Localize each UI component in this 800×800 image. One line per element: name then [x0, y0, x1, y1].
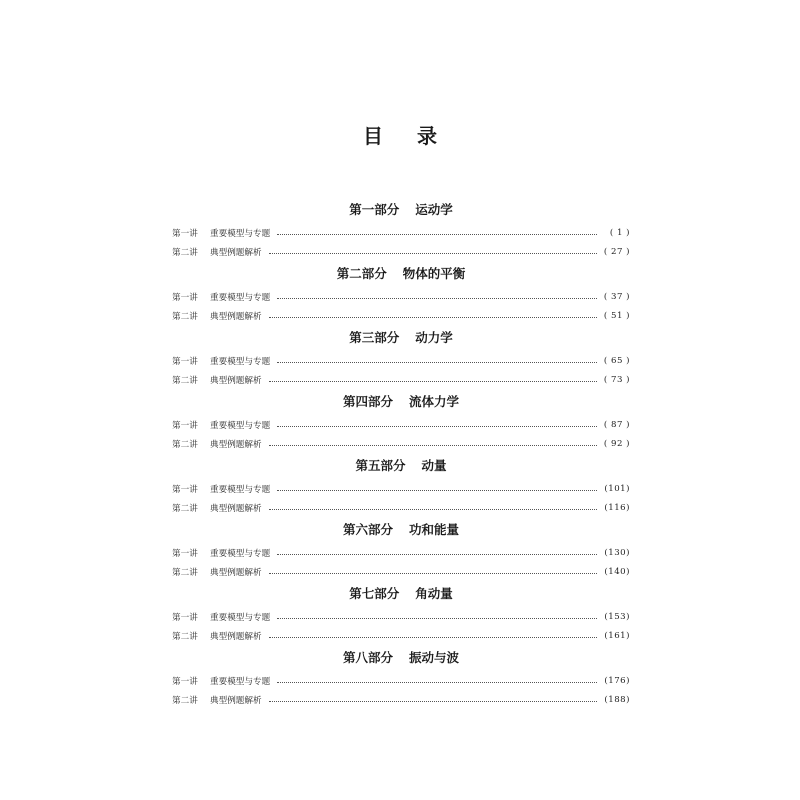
- part-heading[interactable]: [172, 518, 630, 540]
- lecture-number: 第二讲: [172, 632, 198, 643]
- part-heading[interactable]: [172, 326, 630, 348]
- entry-title: 典型例题解析: [210, 312, 262, 323]
- part-heading[interactable]: [172, 454, 630, 476]
- dot-leader: [277, 297, 597, 299]
- page-number: ( 73 ): [603, 375, 630, 386]
- entry-title: 重要模型与专题: [210, 420, 271, 431]
- page-number: (116): [604, 503, 630, 514]
- page-number: ( 37 ): [603, 291, 630, 302]
- toc-entry[interactable]: [172, 563, 630, 583]
- entry-title: 重要模型与专题: [210, 612, 271, 623]
- page-number: ( 1 ): [609, 227, 630, 238]
- dot-leader: [269, 252, 597, 254]
- entry-title: 典型例题解析: [210, 568, 262, 579]
- lecture-number: 第二讲: [172, 504, 198, 515]
- page-number: ( 87 ): [603, 419, 630, 430]
- part-number: 第六部分: [342, 522, 393, 537]
- toc-entry[interactable]: [172, 371, 630, 391]
- lecture-number: 第一讲: [172, 292, 198, 303]
- page-title: [0, 122, 800, 150]
- page-number: (188): [604, 695, 630, 706]
- entry-title: 重要模型与专题: [210, 676, 271, 687]
- part-name: 动力学: [415, 330, 453, 345]
- toc-entry[interactable]: [172, 415, 630, 435]
- entry-title: 典型例题解析: [210, 504, 262, 515]
- lecture-number: 第二讲: [172, 248, 198, 259]
- dot-leader: [277, 361, 597, 363]
- toc-part: [172, 454, 630, 518]
- title-char-2: 录: [417, 124, 437, 148]
- part-name: 运动学: [415, 202, 453, 217]
- entry-title: 典型例题解析: [210, 376, 262, 387]
- dot-leader: [269, 444, 597, 446]
- entry-title: 重要模型与专题: [210, 484, 271, 495]
- entry-title: 典型例题解析: [210, 248, 262, 259]
- toc-part: [172, 646, 630, 710]
- dot-leader: [277, 553, 597, 555]
- toc-part: [172, 582, 630, 646]
- part-number: 第五部分: [355, 458, 406, 473]
- part-name: 角动量: [415, 586, 453, 601]
- page-number: ( 65 ): [603, 355, 630, 366]
- entry-title: 重要模型与专题: [210, 292, 271, 303]
- toc-list: [172, 198, 630, 710]
- toc-part: [172, 198, 630, 262]
- toc-entry[interactable]: [172, 307, 630, 327]
- page-number: (140): [604, 567, 630, 578]
- page-number: ( 27 ): [603, 247, 630, 258]
- part-heading[interactable]: [172, 198, 630, 220]
- toc-entry[interactable]: [172, 287, 630, 307]
- part-number: 第二部分: [336, 266, 387, 281]
- lecture-number: 第一讲: [172, 676, 198, 687]
- entry-title: 典型例题解析: [210, 696, 262, 707]
- part-number: 第三部分: [349, 330, 400, 345]
- part-name: 动量: [421, 458, 447, 473]
- entry-title: 重要模型与专题: [210, 356, 271, 367]
- lecture-number: 第一讲: [172, 612, 198, 623]
- toc-entry[interactable]: [172, 671, 630, 691]
- part-name: 功和能量: [409, 522, 460, 537]
- page-number: ( 92 ): [603, 439, 630, 450]
- toc-part: [172, 326, 630, 390]
- dot-leader: [269, 572, 597, 574]
- toc-entry[interactable]: [172, 243, 630, 263]
- page-number: (101): [604, 483, 630, 494]
- part-heading[interactable]: [172, 582, 630, 604]
- lecture-number: 第二讲: [172, 376, 198, 387]
- toc-entry[interactable]: [172, 499, 630, 519]
- toc-entry[interactable]: [172, 351, 630, 371]
- toc-entry[interactable]: [172, 691, 630, 711]
- lecture-number: 第一讲: [172, 356, 198, 367]
- entry-title: 重要模型与专题: [210, 548, 271, 559]
- dot-leader: [269, 316, 597, 318]
- dot-leader: [269, 700, 597, 702]
- toc-part: [172, 390, 630, 454]
- lecture-number: 第一讲: [172, 420, 198, 431]
- toc-entry[interactable]: [172, 479, 630, 499]
- toc-entry[interactable]: [172, 435, 630, 455]
- toc-entry[interactable]: [172, 627, 630, 647]
- lecture-number: 第一讲: [172, 484, 198, 495]
- part-name: 物体的平衡: [402, 266, 466, 281]
- part-name: 流体力学: [409, 394, 460, 409]
- page-number: (130): [604, 547, 630, 558]
- part-heading[interactable]: [172, 390, 630, 412]
- dot-leader: [269, 508, 597, 510]
- title-char-1: 目: [363, 124, 383, 148]
- lecture-number: 第二讲: [172, 440, 198, 451]
- dot-leader: [277, 233, 597, 235]
- page-number: (176): [604, 675, 630, 686]
- lecture-number: 第二讲: [172, 568, 198, 579]
- part-number: 第四部分: [342, 394, 393, 409]
- toc-entry[interactable]: [172, 607, 630, 627]
- toc-entry[interactable]: [172, 223, 630, 243]
- part-number: 第一部分: [349, 202, 400, 217]
- part-name: 振动与波: [409, 650, 460, 665]
- page-number: (153): [604, 611, 630, 622]
- lecture-number: 第二讲: [172, 696, 198, 707]
- toc-part: [172, 262, 630, 326]
- dot-leader: [269, 380, 597, 382]
- part-number: 第七部分: [349, 586, 400, 601]
- entry-title: 典型例题解析: [210, 632, 262, 643]
- dot-leader: [277, 681, 597, 683]
- page-number: ( 51 ): [603, 311, 630, 322]
- part-heading[interactable]: [172, 646, 630, 668]
- lecture-number: 第一讲: [172, 548, 198, 559]
- dot-leader: [277, 617, 597, 619]
- toc-entry[interactable]: [172, 543, 630, 563]
- lecture-number: 第二讲: [172, 312, 198, 323]
- entry-title: 重要模型与专题: [210, 228, 271, 239]
- page-number: (161): [604, 631, 630, 642]
- toc-part: [172, 518, 630, 582]
- dot-leader: [269, 636, 597, 638]
- part-heading[interactable]: [172, 262, 630, 284]
- part-number: 第八部分: [342, 650, 393, 665]
- entry-title: 典型例题解析: [210, 440, 262, 451]
- dot-leader: [277, 489, 597, 491]
- lecture-number: 第一讲: [172, 228, 198, 239]
- dot-leader: [277, 425, 597, 427]
